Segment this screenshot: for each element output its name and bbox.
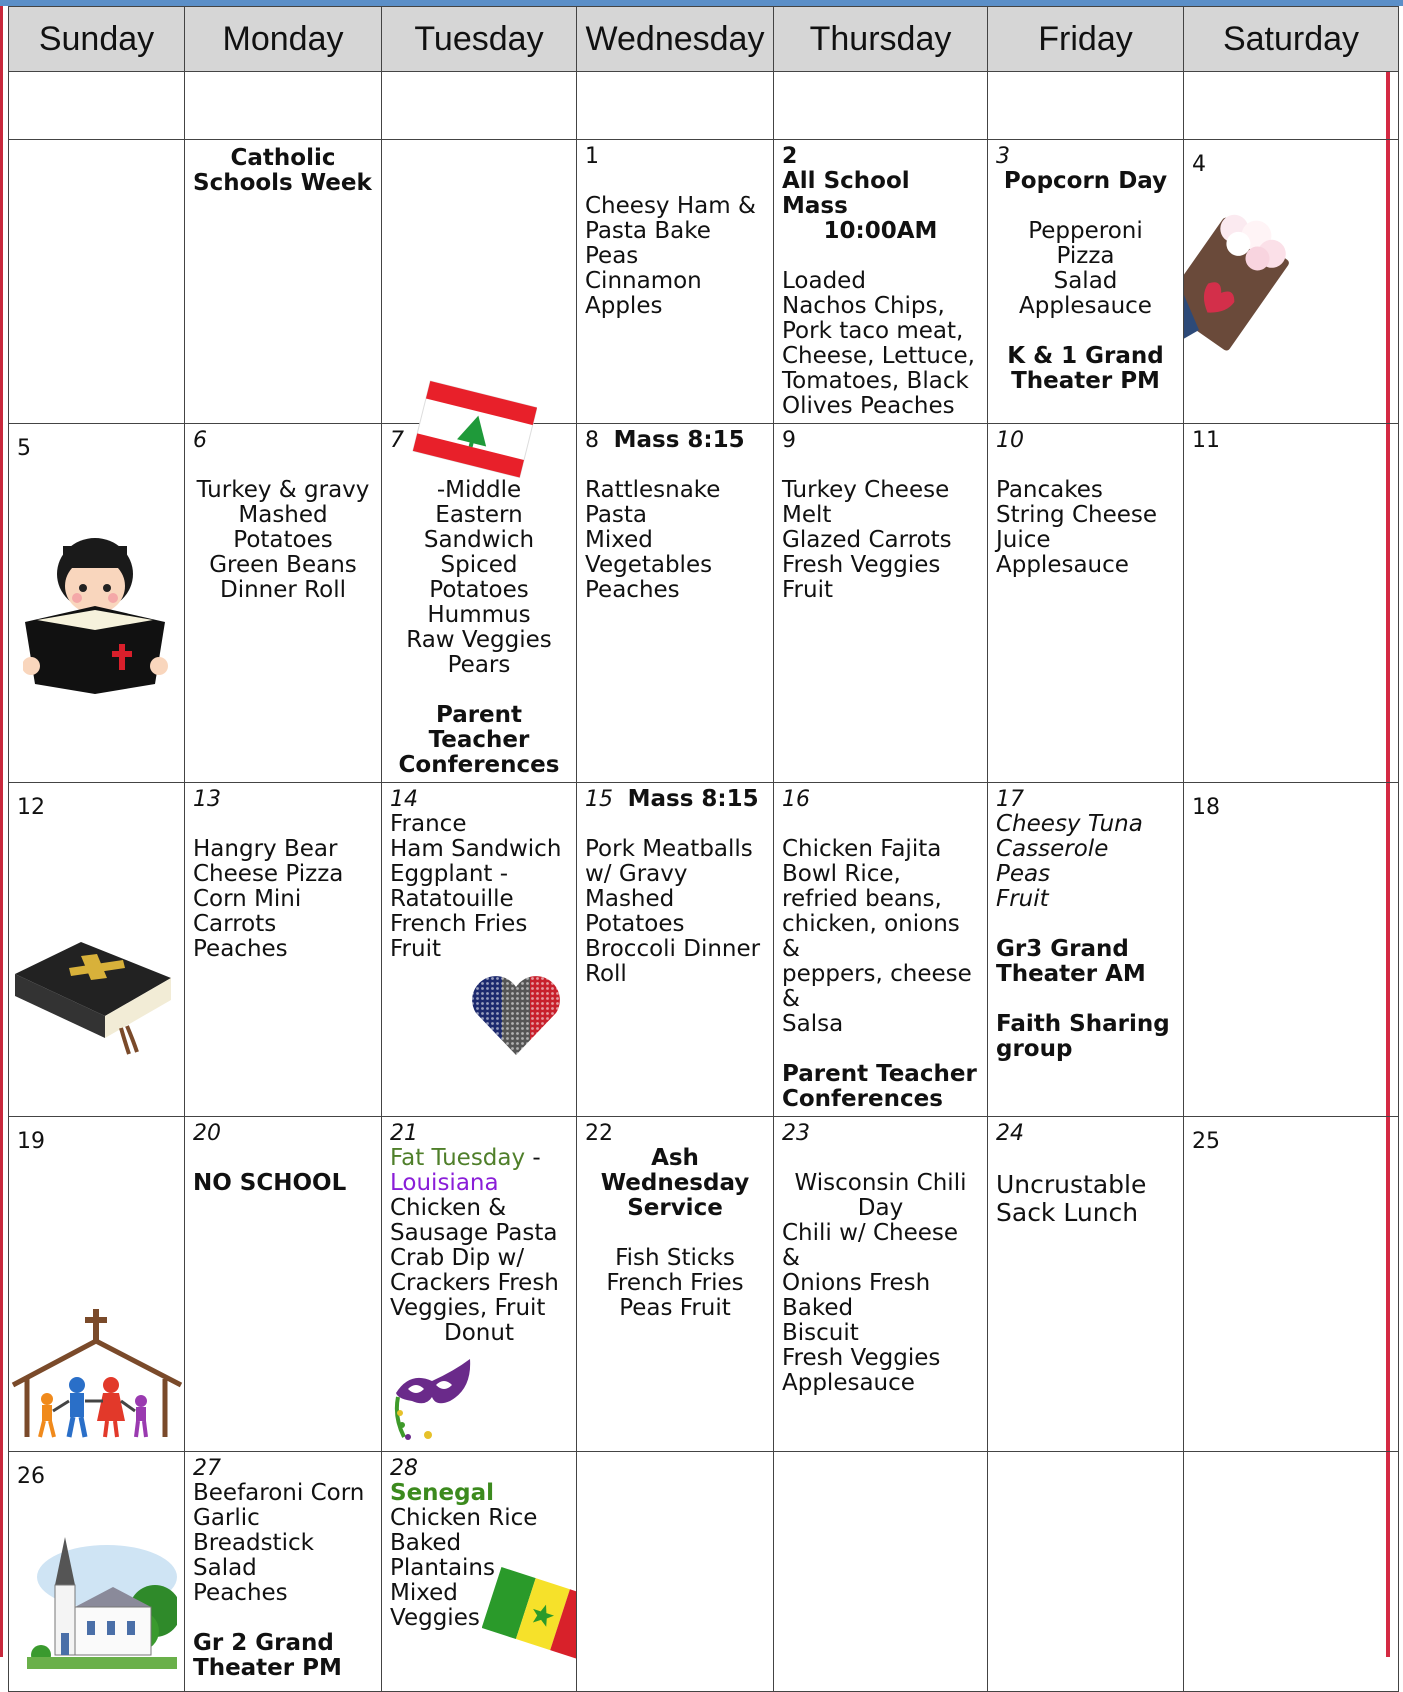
date-number: 6 bbox=[193, 428, 207, 453]
day-cell-empty bbox=[988, 1452, 1184, 1692]
menu-line: Melt bbox=[782, 502, 832, 528]
menu-line: Biscuit bbox=[782, 1320, 859, 1346]
menu-line: Pepperoni Pizza bbox=[1028, 218, 1143, 269]
church-family-icon bbox=[9, 1307, 185, 1442]
day-cell-empty bbox=[774, 72, 988, 140]
menu-line: Chicken Fajita bbox=[782, 836, 942, 862]
menu-line: Vegetables bbox=[585, 552, 713, 578]
date-number: 15 bbox=[585, 787, 613, 812]
week-row-2 bbox=[9, 424, 1399, 783]
event-title: Wednesday bbox=[600, 1170, 750, 1196]
date-number: 23 bbox=[782, 1121, 810, 1146]
menu-line: Potatoes bbox=[585, 911, 685, 937]
date-number: 2 bbox=[782, 144, 798, 169]
menu-line: Pasta Bake Peas bbox=[585, 218, 711, 269]
day-cell-empty bbox=[185, 72, 382, 140]
menu-line: Peaches bbox=[585, 577, 680, 603]
event-title: Popcorn Day bbox=[1003, 168, 1168, 194]
header-thursday: Thursday bbox=[774, 7, 988, 72]
menu-line: Fruit bbox=[782, 577, 833, 603]
day-cell-11 bbox=[1184, 424, 1399, 783]
day-cell-16 bbox=[774, 783, 988, 1117]
day-cell-6 bbox=[185, 424, 382, 783]
menu-line: Fresh Veggies bbox=[782, 1345, 941, 1371]
menu-line: Cheese Pizza bbox=[193, 861, 344, 887]
menu-line: Sandwich bbox=[423, 527, 535, 553]
event-title: Gr3 Grand bbox=[996, 936, 1129, 962]
date-number: 3 bbox=[996, 144, 1010, 169]
menu-line: Mixed bbox=[390, 1580, 458, 1606]
header-monday: Monday bbox=[185, 7, 382, 72]
menu-line: Rattlesnake bbox=[585, 477, 721, 503]
menu-line: Chili w/ Cheese & bbox=[782, 1220, 959, 1271]
menu-line: French Fries bbox=[390, 911, 528, 937]
fat-tuesday-label: Fat Tuesday bbox=[390, 1145, 526, 1171]
day-cell-24 bbox=[988, 1117, 1184, 1452]
menu-line: Potatoes bbox=[233, 527, 333, 553]
day-cell-14 bbox=[382, 783, 577, 1117]
event-title: Theater AM bbox=[996, 961, 1146, 987]
day-cell-28 bbox=[382, 1452, 577, 1692]
event-title: Faith Sharing bbox=[996, 1011, 1170, 1037]
menu-line: Hangry Bear bbox=[193, 836, 338, 862]
date-number: 10 bbox=[996, 428, 1024, 453]
day-cell-empty bbox=[1184, 1452, 1399, 1692]
menu-line: Baked bbox=[782, 1295, 854, 1321]
menu-line: Mashed bbox=[585, 886, 675, 912]
day-cell-15 bbox=[577, 783, 774, 1117]
day-cell-empty bbox=[774, 1452, 988, 1692]
menu-line: w/ Gravy bbox=[585, 861, 688, 887]
menu-line: Crackers Fresh bbox=[390, 1270, 559, 1296]
no-school-label: NO SCHOOL bbox=[193, 1170, 347, 1196]
date-number: 26 bbox=[17, 1464, 45, 1489]
day-cell-3 bbox=[988, 140, 1184, 424]
menu-line: Pasta bbox=[585, 502, 648, 528]
menu-line: France bbox=[390, 811, 467, 837]
menu-line: Cinnamon bbox=[585, 268, 702, 294]
date-number: 5 bbox=[17, 436, 31, 461]
date-number: 13 bbox=[193, 787, 221, 812]
menu-line: Olives Peaches bbox=[782, 393, 955, 419]
menu-line: refried beans, bbox=[782, 886, 942, 912]
week-row-4 bbox=[9, 1117, 1399, 1452]
event-title: All School Mass bbox=[782, 168, 910, 219]
day-cell-empty bbox=[382, 72, 577, 140]
event-title: Parent Teacher bbox=[782, 1061, 977, 1087]
menu-line: Mixed bbox=[585, 527, 653, 553]
day-cell-empty bbox=[577, 72, 774, 140]
day-cell-7 bbox=[382, 424, 577, 783]
menu-line: Applesauce bbox=[782, 1370, 915, 1396]
menu-line: Turkey & gravy bbox=[196, 477, 370, 503]
date-number: 17 bbox=[996, 787, 1024, 812]
day-cell-23 bbox=[774, 1117, 988, 1452]
menu-line: Glazed Carrots bbox=[782, 527, 952, 553]
menu-line: Salsa bbox=[782, 1011, 844, 1037]
menu-line: Day bbox=[857, 1195, 904, 1221]
menu-line: Nachos Chips, bbox=[782, 293, 945, 319]
menu-line: Raw Veggies bbox=[406, 627, 552, 653]
day-cell-empty bbox=[577, 1452, 774, 1692]
date-number: 9 bbox=[782, 428, 796, 453]
event-title: group bbox=[996, 1036, 1073, 1062]
menu-line: Cheese, Lettuce, bbox=[782, 343, 975, 369]
menu-line: Cheesy Tuna bbox=[996, 811, 1143, 837]
menu-line: Turkey Cheese bbox=[782, 477, 950, 503]
day-cell-empty bbox=[9, 140, 185, 424]
date-number: 24 bbox=[996, 1121, 1024, 1146]
menu-line: Fruit bbox=[996, 886, 1049, 912]
day-cell-17 bbox=[988, 783, 1184, 1117]
day-cell-20 bbox=[185, 1117, 382, 1452]
day-cell-1 bbox=[577, 140, 774, 424]
menu-line: Pears bbox=[447, 652, 511, 678]
day-cell-empty bbox=[1184, 72, 1399, 140]
menu-line: Dinner Roll bbox=[220, 577, 346, 603]
day-cell-18 bbox=[1184, 783, 1399, 1117]
menu-line: Broccoli Dinner bbox=[585, 936, 761, 962]
day-cell-9 bbox=[774, 424, 988, 783]
event-title: Conferences bbox=[398, 752, 560, 778]
menu-line: Chicken & bbox=[390, 1195, 507, 1221]
event-title: Service bbox=[627, 1195, 723, 1221]
event-title: K & 1 Grand bbox=[1007, 343, 1164, 369]
day-cell-13 bbox=[185, 783, 382, 1117]
popcorn-bag-icon bbox=[1184, 200, 1305, 360]
menu-line: Roll bbox=[585, 961, 627, 987]
menu-line: Cheesy Ham & bbox=[585, 193, 756, 219]
menu-line: Carrots bbox=[193, 911, 277, 937]
day-cell-8 bbox=[577, 424, 774, 783]
menu-line: Plantains bbox=[390, 1555, 495, 1581]
menu-line: Mashed bbox=[238, 502, 328, 528]
event-title: Gr 2 Grand bbox=[193, 1630, 334, 1656]
date-number: 18 bbox=[1192, 795, 1220, 820]
day-cell-25 bbox=[1184, 1117, 1399, 1452]
menu-line: Spiced Potatoes bbox=[429, 552, 529, 603]
menu-line: Garlic bbox=[193, 1505, 260, 1531]
date-number: 12 bbox=[17, 795, 45, 820]
menu-line: Crab Dip w/ bbox=[390, 1245, 525, 1271]
date-number: 22 bbox=[585, 1121, 613, 1146]
menu-line: Tomatoes, Black bbox=[782, 368, 969, 394]
dash-text: - bbox=[525, 1145, 541, 1171]
menu-line: Corn Mini bbox=[193, 886, 302, 912]
weekday-header-row bbox=[9, 7, 1399, 72]
mass-label: Mass 8:15 bbox=[613, 427, 745, 453]
week-row-5 bbox=[9, 1452, 1399, 1692]
date-number: 4 bbox=[1192, 152, 1206, 177]
menu-line: Veggies bbox=[390, 1605, 480, 1631]
day-cell-21 bbox=[382, 1117, 577, 1452]
menu-line: Beefaroni Corn bbox=[193, 1480, 365, 1506]
day-cell-5 bbox=[9, 424, 185, 783]
menu-line: Apples bbox=[585, 293, 663, 319]
menu-line: Eggplant - bbox=[390, 861, 509, 887]
menu-line: Applesauce bbox=[1019, 293, 1152, 319]
day-cell-2 bbox=[774, 140, 988, 424]
event-title: Schools Week bbox=[193, 170, 372, 196]
menu-line: Fruit bbox=[390, 936, 441, 962]
holy-bible-icon bbox=[11, 928, 171, 1058]
menu-line: Chicken Rice bbox=[390, 1505, 538, 1531]
menu-line: peppers, cheese & bbox=[782, 961, 972, 1012]
child-reading-bible-icon bbox=[23, 534, 168, 694]
date-number: 11 bbox=[1192, 428, 1220, 453]
menu-line: Hummus bbox=[427, 602, 531, 628]
event-title: Theater PM bbox=[1011, 368, 1160, 394]
menu-line: Casserole bbox=[996, 836, 1109, 862]
day-cell-27 bbox=[185, 1452, 382, 1692]
menu-line: Fresh Veggies bbox=[782, 552, 941, 578]
menu-line: Sausage Pasta bbox=[390, 1220, 558, 1246]
menu-line: Onions Fresh bbox=[782, 1270, 931, 1296]
menu-line: Peaches bbox=[193, 1580, 288, 1606]
day-cell-empty bbox=[9, 72, 185, 140]
menu-line: Loaded bbox=[782, 268, 866, 294]
menu-line: Uncrustable bbox=[996, 1170, 1147, 1199]
menu-line: Green Beans bbox=[209, 552, 357, 578]
menu-line: Bowl Rice, bbox=[782, 861, 901, 887]
menu-line: Pork taco meat, bbox=[782, 318, 964, 344]
date-number: 1 bbox=[585, 144, 599, 169]
date-number: 14 bbox=[390, 787, 418, 812]
day-cell-catholic-schools-week bbox=[185, 140, 382, 424]
menu-line: Salad bbox=[193, 1555, 257, 1581]
date-number: 27 bbox=[193, 1456, 221, 1481]
header-friday: Friday bbox=[988, 7, 1184, 72]
menu-line: Peaches bbox=[193, 936, 288, 962]
menu-line: Applesauce bbox=[996, 552, 1129, 578]
menu-line: French Fries bbox=[606, 1270, 744, 1296]
event-title: Catholic bbox=[230, 145, 336, 171]
date-number: 21 bbox=[390, 1121, 418, 1146]
france-heart-icon bbox=[470, 971, 562, 1057]
menu-line: chicken, onions & bbox=[782, 911, 960, 962]
date-number: 8 bbox=[585, 428, 599, 453]
day-cell-12 bbox=[9, 783, 185, 1117]
day-cell-10 bbox=[988, 424, 1184, 783]
menu-line: Juice bbox=[996, 527, 1051, 553]
event-time: 10:00AM bbox=[823, 218, 938, 244]
header-saturday: Saturday bbox=[1184, 7, 1399, 72]
church-building-icon bbox=[27, 1537, 177, 1677]
date-number: 7 bbox=[390, 428, 404, 453]
day-cell-22 bbox=[577, 1117, 774, 1452]
event-title: Parent Teacher bbox=[428, 702, 530, 753]
date-number: 25 bbox=[1192, 1129, 1220, 1154]
menu-line: Salad bbox=[1053, 268, 1118, 294]
week-row-3 bbox=[9, 783, 1399, 1117]
menu-line: Veggies, Fruit bbox=[390, 1295, 546, 1321]
senegal-flag-icon bbox=[482, 1562, 577, 1672]
menu-line: Peas Fruit bbox=[619, 1295, 731, 1321]
menu-line: Baked bbox=[390, 1530, 462, 1556]
header-tuesday: Tuesday bbox=[382, 7, 577, 72]
menu-line: Pancakes bbox=[996, 477, 1103, 503]
menu-line: -Middle Eastern bbox=[435, 477, 523, 528]
left-border bbox=[0, 6, 3, 1657]
menu-line: Breadstick bbox=[193, 1530, 314, 1556]
header-sunday: Sunday bbox=[9, 7, 185, 72]
menu-line: Sack Lunch bbox=[996, 1198, 1139, 1227]
mardi-gras-mask-icon bbox=[388, 1353, 476, 1443]
louisiana-label: Louisiana bbox=[390, 1170, 499, 1196]
menu-line: Wisconsin Chili bbox=[794, 1170, 967, 1196]
mass-label: Mass 8:15 bbox=[627, 786, 759, 812]
menu-line: Ham Sandwich bbox=[390, 836, 562, 862]
menu-line: Donut bbox=[444, 1320, 514, 1346]
menu-line: Pork Meatballs bbox=[585, 836, 753, 862]
calendar-grid bbox=[8, 6, 1398, 1681]
lebanon-flag-icon bbox=[412, 379, 537, 479]
date-number: 28 bbox=[390, 1456, 418, 1481]
date-number: 16 bbox=[782, 787, 810, 812]
empty-week-row bbox=[9, 72, 1399, 140]
day-cell-19 bbox=[9, 1117, 185, 1452]
day-cell-4 bbox=[1184, 140, 1399, 424]
week-row-1 bbox=[9, 140, 1399, 424]
senegal-label: Senegal bbox=[390, 1480, 495, 1506]
menu-line: Fish Sticks bbox=[615, 1245, 735, 1271]
event-title: Ash bbox=[651, 1145, 699, 1171]
menu-line: Ratatouille bbox=[390, 886, 514, 912]
event-title: Theater PM bbox=[193, 1655, 342, 1681]
day-cell-26 bbox=[9, 1452, 185, 1692]
day-cell-empty bbox=[988, 72, 1184, 140]
date-number: 20 bbox=[193, 1121, 221, 1146]
menu-line: String Cheese bbox=[996, 502, 1158, 528]
event-title: Conferences bbox=[782, 1086, 943, 1112]
header-wednesday: Wednesday bbox=[577, 7, 774, 72]
menu-line: Peas bbox=[996, 861, 1051, 887]
date-number: 19 bbox=[17, 1129, 45, 1154]
